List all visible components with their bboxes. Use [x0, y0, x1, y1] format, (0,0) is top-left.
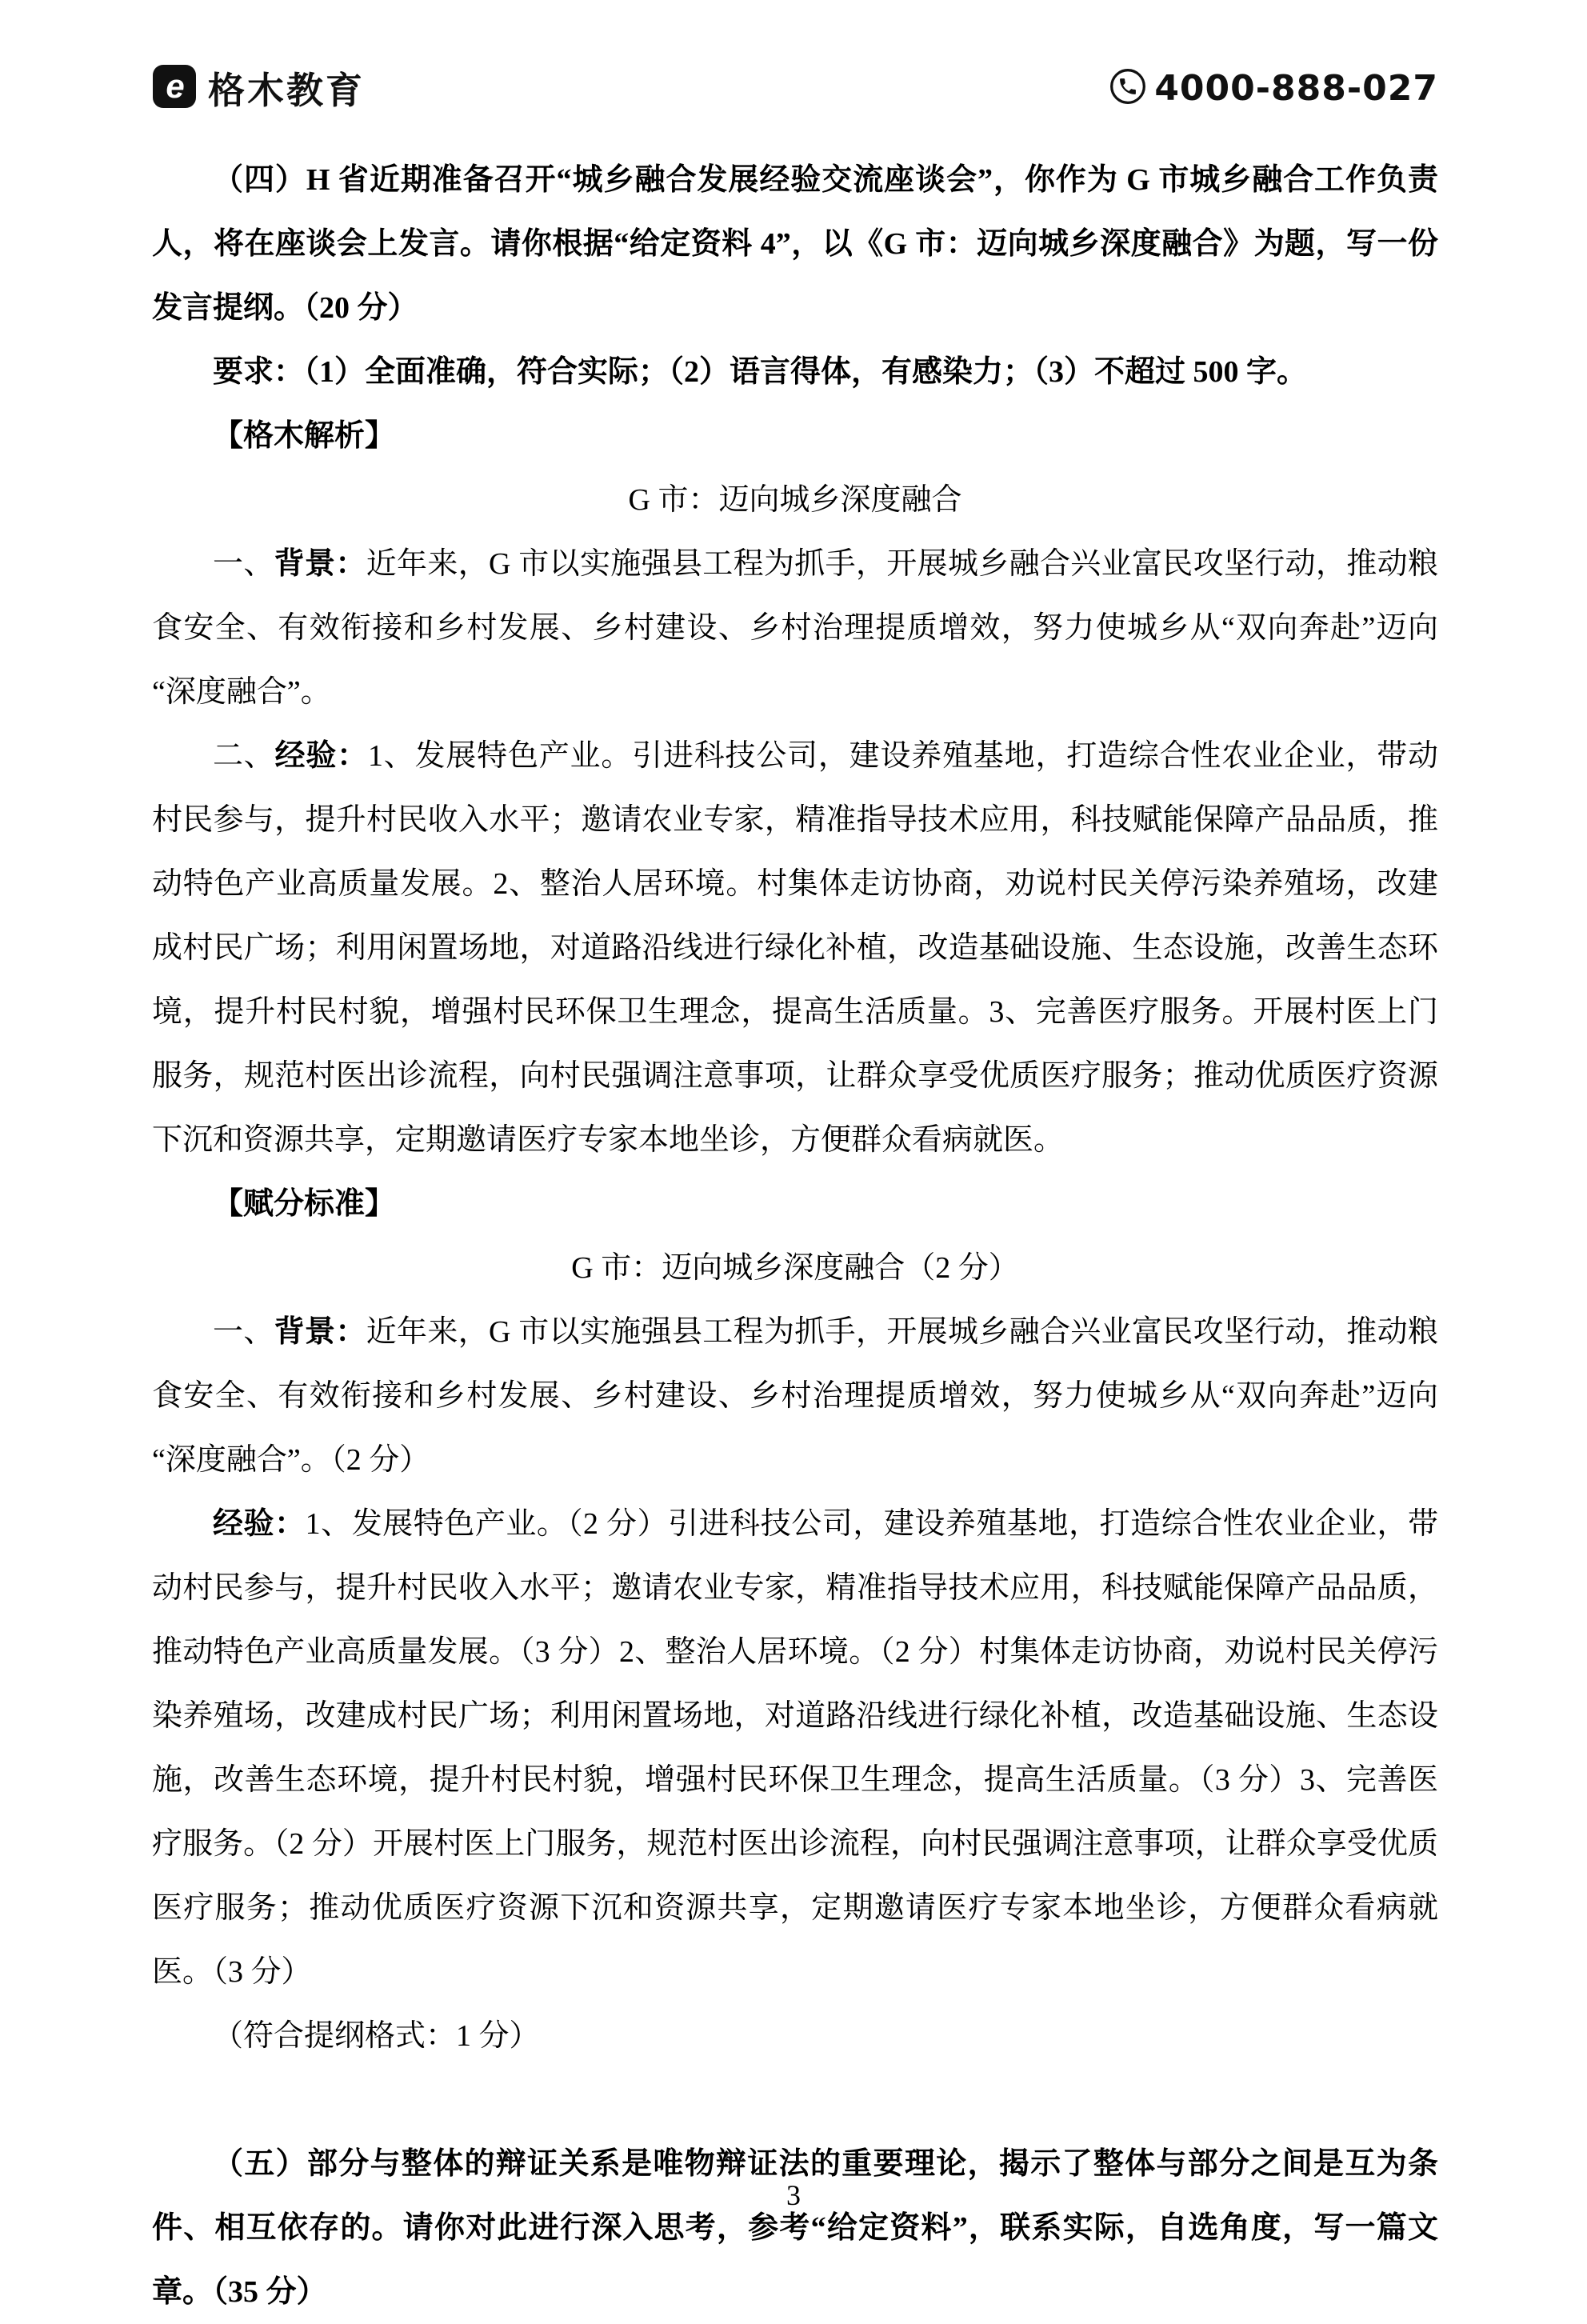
phone-number: 4000-888-027 [1154, 67, 1438, 109]
requirements-paragraph: 要求：（1）全面准确，符合实际；（2）语言得体，有感染力；（3）不超过 500 字。 [213, 355, 1308, 389]
gemu-logo-icon [152, 64, 197, 113]
scored-experience-paragraph: 经验：1、发展特色产业。（2 分）引进科技公司，建设养殖基地，打造综合性农业企业，带动村民参与，提升村民收入水平；邀请农业专家，精准指导技术应用，科技赋能保障产品品质，推动特色产业高质量发展。（3 分）2、整治人居环境。（2 分）村集体走访协商，劝说村民关停污染养殖场，改建成村民广场；利用闲置场地，对道路沿线进行绿化补植，改造基础设施、生态设施，改善生态环境，提升村民村貌，增强村民环保卫生理念，提高生活质量。（3 分）3、完善医疗服务。（2 分）开展村医上门服务，规范村医出诊流程，向村民强调注意事项，让群众享受优质医疗服务；推动优质医疗资源下沉和资源共享，定期邀请医疗专家本地坐诊，方便群众看病就医。（3 分） [152, 1507, 1438, 1989]
gemu-analysis-heading: 【格木解析】 [213, 419, 396, 453]
page-number: 3 [786, 2179, 801, 2211]
phone-icon [1109, 68, 1146, 109]
page-header [152, 62, 1438, 114]
scoring-standard-heading: 【赋分标准】 [213, 1187, 396, 1221]
page-footer [0, 2179, 1587, 2211]
brand-name: 格木教育 [208, 70, 365, 111]
outline-title: G 市：迈向城乡深度融合 [628, 483, 962, 517]
contact-phone [1109, 68, 1438, 109]
format-score-note: （符合提纲格式：1 分） [213, 2019, 540, 2053]
scored-outline-title: G 市：迈向城乡深度融合（2 分） [571, 1251, 1019, 1285]
scored-background-paragraph: 一、背景：近年来，G 市以实施强县工程为抓手，开展城乡融合兴业富民攻坚行动，推动粮食安全、有效衔接和乡村发展、乡村建设、乡村治理提质增效，努力使城乡从“双向奔赴”迈向“深度融合”。（2 分） [152, 1315, 1438, 1477]
question-4-paragraph: （四）H 省近期准备召开“城乡融合发展经验交流座谈会”，你作为 G 市城乡融合工作负责人，将在座谈会上发言。请你根据“给定资料 4”，以《G 市：迈向城乡深度融合》为题，写一份发言提纲。（20 分） [152, 163, 1438, 325]
question-5-paragraph: （五）部分与整体的辩证关系是唯物辩证法的重要理论，揭示了整体与部分之间是互为条件、相互依存的。请你对此进行深入思考，参考“给定资料”，联系实际，自选角度，写一篇文章。（35 分） [152, 2147, 1438, 2309]
background-paragraph: 一、背景：近年来，G 市以实施强县工程为抓手，开展城乡融合兴业富民攻坚行动，推动粮食安全、有效衔接和乡村发展、乡村建设、乡村治理提质增效，努力使城乡从“双向奔赴”迈向“深度融合”。 [152, 547, 1438, 709]
experience-paragraph: 二、经验：1、发展特色产业。引进科技公司，建设养殖基地，打造综合性农业企业，带动村民参与，提升村民收入水平；邀请农业专家，精准指导技术应用，科技赋能保障产品品质，推动特色产业高质量发展。2、整治人居环境。村集体走访协商，劝说村民关停污染养殖场，改建成村民广场；利用闲置场地，对道路沿线进行绿化补植，改造基础设施、生态设施，改善生态环境，提升村民村貌，增强村民环保卫生理念，提高生活质量。3、完善医疗服务。开展村医上门服务，规范村医出诊流程，向村民强调注意事项，让群众享受优质医疗服务；推动优质医疗资源下沉和资源共享，定期邀请医疗专家本地坐诊，方便群众看病就医。 [152, 739, 1438, 1157]
svg-text:e: e [166, 66, 185, 105]
document-body [152, 148, 1438, 2324]
brand [152, 62, 365, 114]
